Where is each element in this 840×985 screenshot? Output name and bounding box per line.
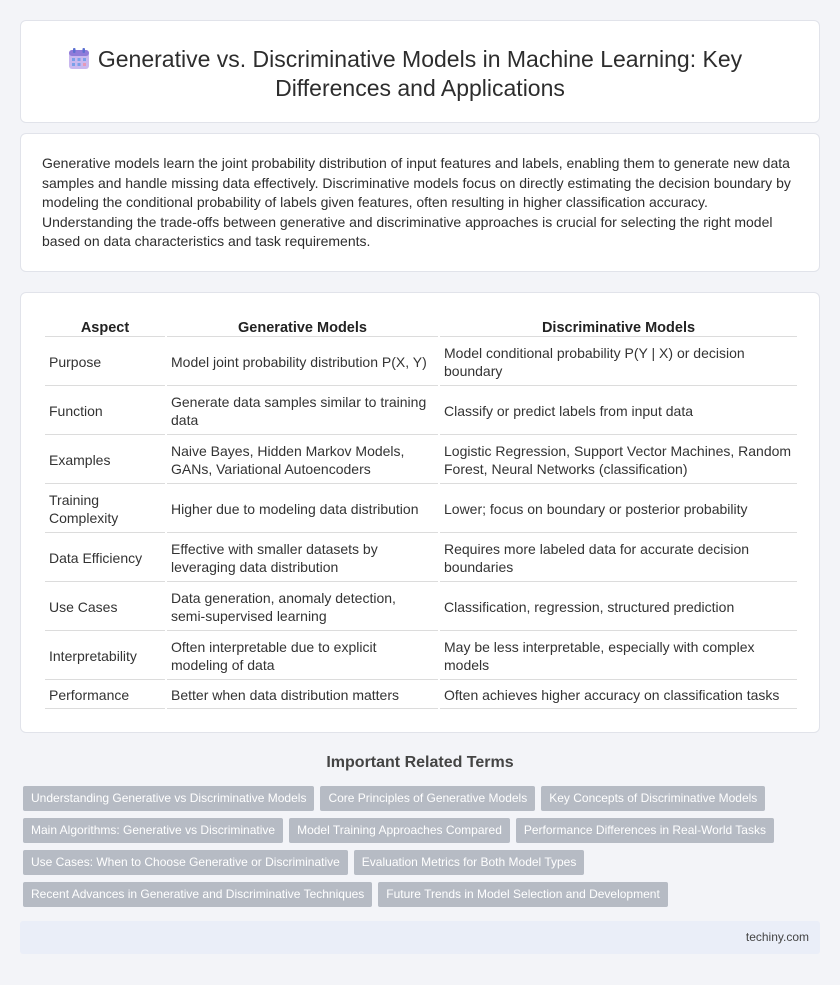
cell-generative: Higher due to modeling data distribution bbox=[167, 486, 438, 533]
tag-row bbox=[23, 850, 803, 882]
cell-generative: Better when data distribution matters bbox=[167, 682, 438, 709]
tag-row bbox=[23, 818, 803, 850]
cell-aspect: Examples bbox=[45, 437, 165, 484]
cell-aspect: Purpose bbox=[45, 339, 165, 386]
cell-discriminative: Classify or predict labels from input data bbox=[440, 388, 797, 435]
cell-discriminative: Lower; focus on boundary or posterior probability bbox=[440, 486, 797, 533]
cell-generative: Model joint probability distribution P(X, Y) bbox=[167, 339, 438, 386]
related-term-tag[interactable]: Evaluation Metrics for Both Model Types bbox=[354, 850, 585, 875]
cell-generative: Naive Bayes, Hidden Markov Models, GANs, Variational Autoencoders bbox=[167, 437, 438, 484]
related-term-tag[interactable]: Use Cases: When to Choose Generative or Discriminative bbox=[23, 850, 348, 875]
related-term-tag[interactable]: Performance Differences in Real-World Tasks bbox=[516, 818, 774, 843]
cell-aspect: Data Efficiency bbox=[45, 535, 165, 582]
title-card bbox=[20, 20, 820, 123]
cell-discriminative: May be less interpretable, especially with complex models bbox=[440, 633, 797, 680]
cell-discriminative: Requires more labeled data for accurate decision boundaries bbox=[440, 535, 797, 582]
tag-row bbox=[23, 882, 803, 914]
table-row bbox=[45, 339, 797, 386]
intro-paragraph: Generative models learn the joint probability distribution of input features and labels, enabling them to generate new data samples and handle missing data effectively. Discriminative models focus on directly estimating the decision boundary by modeling the conditional probability of labels given features, often resulting in higher classification accuracy. Understanding the trade-offs between generative and discriminative approaches is crucial for selecting the right model based on data characteristics and task requirements. bbox=[42, 155, 791, 250]
related-term-tag[interactable]: Understanding Generative vs Discriminative Models bbox=[23, 786, 314, 811]
cell-discriminative: Often achieves higher accuracy on classification tasks bbox=[440, 682, 797, 709]
comparison-table-card bbox=[20, 292, 820, 733]
footer bbox=[20, 921, 820, 954]
table-row bbox=[45, 633, 797, 680]
header-aspect: Aspect bbox=[45, 317, 165, 337]
related-term-tag[interactable]: Future Trends in Model Selection and Development bbox=[378, 882, 668, 907]
cell-aspect: Performance bbox=[45, 682, 165, 709]
cell-generative: Generate data samples similar to training data bbox=[167, 388, 438, 435]
table-row bbox=[45, 486, 797, 533]
tag-row bbox=[23, 786, 803, 818]
table-row bbox=[45, 535, 797, 582]
cell-aspect: Interpretability bbox=[45, 633, 165, 680]
cell-discriminative: Logistic Regression, Support Vector Machines, Random Forest, Neural Networks (classification) bbox=[440, 437, 797, 484]
header-generative: Generative Models bbox=[167, 317, 438, 337]
comparison-table bbox=[43, 315, 799, 711]
related-term-tag[interactable]: Core Principles of Generative Models bbox=[320, 786, 535, 811]
table-header-row bbox=[45, 317, 797, 337]
cell-discriminative: Classification, regression, structured prediction bbox=[440, 584, 797, 631]
page-title: Generative vs. Discriminative Models in Machine Learning: Key Differences and Applications bbox=[97, 46, 743, 101]
cell-aspect: Training Complexity bbox=[45, 486, 165, 533]
cell-generative: Data generation, anomaly detection, semi-supervised learning bbox=[167, 584, 438, 631]
table-row bbox=[45, 682, 797, 709]
table-row bbox=[45, 437, 797, 484]
related-term-tag[interactable]: Key Concepts of Discriminative Models bbox=[541, 786, 765, 811]
table-row bbox=[45, 388, 797, 435]
related-term-tag[interactable]: Recent Advances in Generative and Discriminative Techniques bbox=[23, 882, 372, 907]
cell-discriminative: Model conditional probability P(Y | X) or decision boundary bbox=[440, 339, 797, 386]
footer-site-link[interactable]: techiny.com bbox=[745, 930, 809, 944]
related-terms-title: Important Related Terms bbox=[326, 754, 514, 771]
related-term-tag[interactable]: Model Training Approaches Compared bbox=[289, 818, 510, 843]
related-term-tag[interactable]: Main Algorithms: Generative vs Discriminative bbox=[23, 818, 283, 843]
cell-generative: Effective with smaller datasets by leveraging data distribution bbox=[167, 535, 438, 582]
cell-aspect: Function bbox=[45, 388, 165, 435]
related-terms-list bbox=[23, 786, 803, 914]
intro-card bbox=[20, 133, 820, 272]
cell-aspect: Use Cases bbox=[45, 584, 165, 631]
header-discriminative: Discriminative Models bbox=[440, 317, 797, 337]
table-row bbox=[45, 584, 797, 631]
cell-generative: Often interpretable due to explicit modeling of data bbox=[167, 633, 438, 680]
